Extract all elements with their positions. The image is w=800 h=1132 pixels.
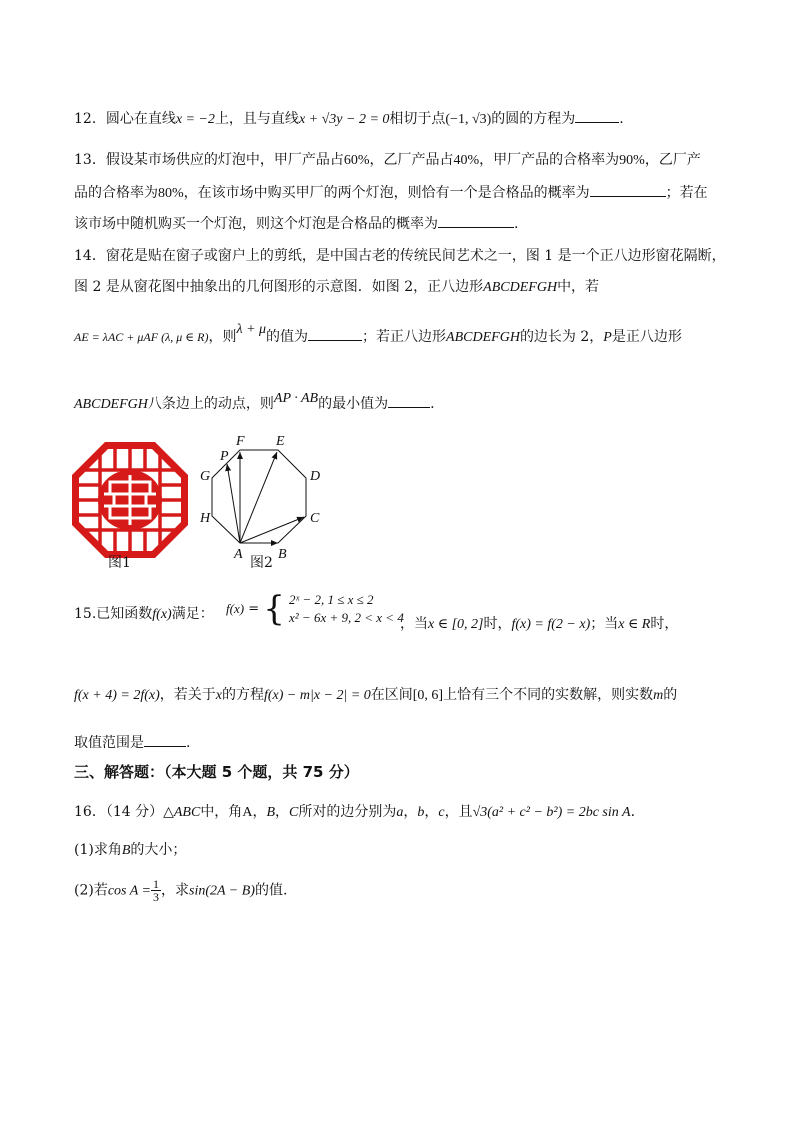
case-1: 2ˣ − 2, 1 ≤ x ≤ 2 — [289, 592, 374, 607]
q14-line-3 — [74, 322, 682, 348]
q15-text-2e: 的 — [663, 687, 678, 703]
q14-polygon-name: ABCDEFGH — [483, 280, 558, 295]
q16-angle-b: B — [266, 805, 275, 820]
q16-part-2 — [74, 878, 287, 903]
figure-2-caption: 图2 — [250, 555, 273, 571]
q16-p2-text-b: ，求 — [161, 882, 189, 899]
q13-line-1 — [74, 150, 701, 171]
q16-cos: cos A = — [107, 883, 151, 899]
q14-vector-equation: AE = λAC + μAF (λ, μ ∈ R) — [74, 330, 209, 344]
q14-lambda-mu: λ + μ — [236, 322, 267, 337]
q12-text-2: 上，且与直线 — [214, 111, 299, 127]
q14-answer-blank-1[interactable] — [308, 326, 362, 341]
q15-fx: f(x) — [152, 607, 172, 622]
q16-p2-text-a: (2)若 — [74, 882, 108, 899]
q15-text-2d: 上恰有三个不同的实数解，则实数 — [443, 687, 654, 703]
label-d: D — [310, 469, 321, 484]
q14-line-2 — [74, 277, 599, 298]
vector-ac — [240, 517, 304, 543]
figure-1-caption: 图1 — [108, 555, 131, 571]
q13-text-3a: 该市场中随机购买一个灯泡，则这个灯泡是合格品的概率为 — [74, 216, 438, 232]
q15-recurrence: f(x + 4) = 2f(x) — [74, 688, 160, 703]
label-e: E — [276, 434, 285, 449]
q13-text-2c: ；若在 — [665, 185, 708, 201]
q15-equation: f(x) − m|x − 2| = 0 — [263, 688, 371, 703]
q12-math-line1: x = −2 — [175, 112, 215, 127]
label-f: F — [236, 434, 245, 449]
q15-var-x: x — [215, 688, 222, 703]
q15-cond-2: x ∈ R — [618, 617, 651, 632]
label-a: A — [234, 547, 243, 562]
q12-end: . — [619, 111, 624, 127]
vector-ae — [240, 452, 277, 543]
q16-line-1: 16．（14 分）△ABC中，角A，B，C所对的边分别为a，b，c，且√3(a² + c² − b²) = 2bc sin A. — [74, 804, 636, 820]
piecewise-brace: { — [263, 589, 285, 629]
q14-text-3d: 的边长为 2， — [519, 329, 604, 345]
label-g: G — [200, 469, 211, 484]
q15-var-m: m — [653, 688, 664, 703]
q12-line — [74, 108, 624, 130]
q15-line-1-cont — [400, 614, 678, 635]
q16-end: . — [630, 804, 636, 820]
q15-symmetry: f(x) = f(2 − x) — [511, 617, 591, 632]
q16-p2-text-c: 的值. — [254, 882, 288, 899]
q15-text-1e: ；当 — [590, 616, 619, 632]
q13-end: . — [514, 216, 519, 232]
q15-text-1b: 满足： — [171, 606, 214, 622]
q16-fraction — [151, 878, 161, 903]
q14-line-1 — [74, 246, 726, 266]
q14-text-4b: 的最小值为 — [318, 396, 389, 412]
q16-text-1a: 16．（14 分） — [74, 804, 164, 820]
q15-cond-1: x ∈ [0, 2] — [428, 617, 484, 632]
q12-point: (−1, √3) — [445, 112, 492, 127]
q14-polygon-name-3: ABCDEFGH — [74, 397, 148, 412]
q13-pct-3: 90% — [619, 153, 645, 168]
q15-piecewise-fx: f(x) — [226, 601, 245, 616]
q14-text-2a: 图 2 是从窗花图中抽象出的几何图形的示意图．如图 2，正八边形 — [74, 279, 484, 295]
q12-text-4: 的圆的方程为 — [491, 111, 576, 127]
q14-text-3e: 是正八边形 — [611, 329, 682, 345]
q16-equation: √3(a² + c² − b²) = 2bc sin A — [472, 805, 631, 820]
q14-text-3a: ，则 — [208, 329, 237, 345]
q14-text-3b: 的值为 — [266, 329, 309, 345]
q16-text-1d: ，且 — [444, 804, 473, 820]
q16-text-1c: 所对的边分别为 — [298, 804, 397, 820]
q15-answer-blank[interactable] — [144, 732, 186, 747]
q16-frac-den: 3 — [153, 890, 159, 904]
q14-text-3c: ；若正八边形 — [362, 329, 447, 345]
q16-triangle: △ABC — [163, 805, 201, 820]
q16-part-1 — [74, 840, 186, 861]
q16-angle-c: C — [289, 805, 299, 820]
q12-text-3: 相切于点 — [389, 111, 446, 127]
q14-polygon-name-2: ABCDEFGH — [446, 330, 520, 345]
q14-point-p: P — [603, 330, 612, 345]
q16-p1-angle-b: B — [121, 843, 131, 858]
q12-answer-blank[interactable] — [575, 108, 619, 123]
q13-pct-1: 60% — [343, 153, 370, 168]
q16-sin: sin(2A − B) — [189, 883, 255, 899]
q15-piecewise: f(x) = { 2ˣ − 2, 1 ≤ x ≤ 2 x² − 6x + 9, 2 < x < 4 — [226, 589, 404, 629]
q12-math-line2: x + √3y − 2 = 0 — [298, 112, 390, 127]
q13-line-3 — [74, 213, 518, 234]
q16-p1-text-b: 的大小； — [130, 842, 187, 858]
label-b: B — [278, 547, 287, 562]
q16-side-b: b — [417, 805, 425, 820]
section-heading: 三、解答题：（本大题 5 个题，共 75 分） — [74, 763, 359, 781]
q13-text-d: ，乙厂产 — [644, 152, 701, 168]
q16-frac-num: 1 — [153, 877, 159, 891]
q16-p1-text-a: (1)求角 — [74, 842, 122, 858]
q14-dot-product: AP · AB — [273, 391, 319, 406]
case-2: x² − 6x + 9, 2 < x < 4 — [289, 610, 404, 625]
q15-text-1c: ，当 — [400, 616, 428, 632]
q16-side-c: c — [438, 805, 445, 820]
q15-text-3: 取值范围是 — [74, 735, 144, 751]
q15-text-2c: 在区间 — [370, 687, 413, 703]
q15-line-1 — [74, 604, 214, 625]
q14-line-4 — [74, 393, 435, 415]
q15-line-3 — [74, 732, 190, 753]
q14-end: . — [430, 396, 435, 412]
label-h: H — [200, 511, 211, 526]
q15-text-2b: 的方程 — [221, 687, 264, 703]
q13-text-2a: 品的合格率为 — [74, 185, 158, 201]
q13-pct-4: 80% — [158, 186, 184, 201]
q13-text: 13．假设某市场供应的灯泡中，甲厂产品占 — [74, 152, 344, 168]
q15-line-2 — [74, 685, 677, 706]
q15-end: . — [186, 735, 191, 751]
q16-side-a: a — [396, 805, 404, 820]
q15-text-1f: 时， — [650, 616, 679, 632]
q14-text-1: 14．窗花是贴在窗子或窗户上的剪纸，是中国古老的传统民间艺术之一，图 1 是一个正八边形窗花隔断， — [74, 248, 726, 264]
q15-text-2a: ，若关于 — [159, 687, 216, 703]
q13-text-b: ，乙厂产品占 — [369, 152, 454, 168]
q16-angle-a: A — [242, 805, 253, 820]
label-p: P — [220, 449, 229, 464]
q13-answer-blank-2[interactable] — [438, 213, 514, 228]
q14-text-2b: 中，若 — [557, 279, 600, 295]
q12-text: 12．圆心在直线 — [74, 111, 176, 127]
label-c: C — [310, 511, 320, 526]
q15-interval: [0, 6] — [412, 688, 444, 703]
q16-text-1b: 中，角 — [200, 804, 243, 820]
q13-text-2b: ，在该市场中购买甲厂的两个灯泡，则恰有一个是合格品的概率为 — [183, 185, 590, 201]
q14-text-4a: 八条边上的动点，则 — [147, 396, 274, 412]
window-flower-figure — [70, 440, 190, 560]
q13-text-c: ，甲厂产品的合格率为 — [479, 152, 620, 168]
q13-pct-2: 40% — [453, 153, 480, 168]
q13-line-2 — [74, 182, 708, 204]
q15-text-1a: 15.已知函数 — [74, 606, 153, 622]
vector-ap — [227, 464, 240, 543]
octagon-diagram — [196, 430, 330, 570]
piecewise-cases — [289, 591, 404, 627]
q15-text-1d: 时， — [483, 616, 512, 632]
q14-answer-blank-2[interactable] — [388, 393, 430, 408]
q13-answer-blank-1[interactable] — [590, 182, 666, 197]
